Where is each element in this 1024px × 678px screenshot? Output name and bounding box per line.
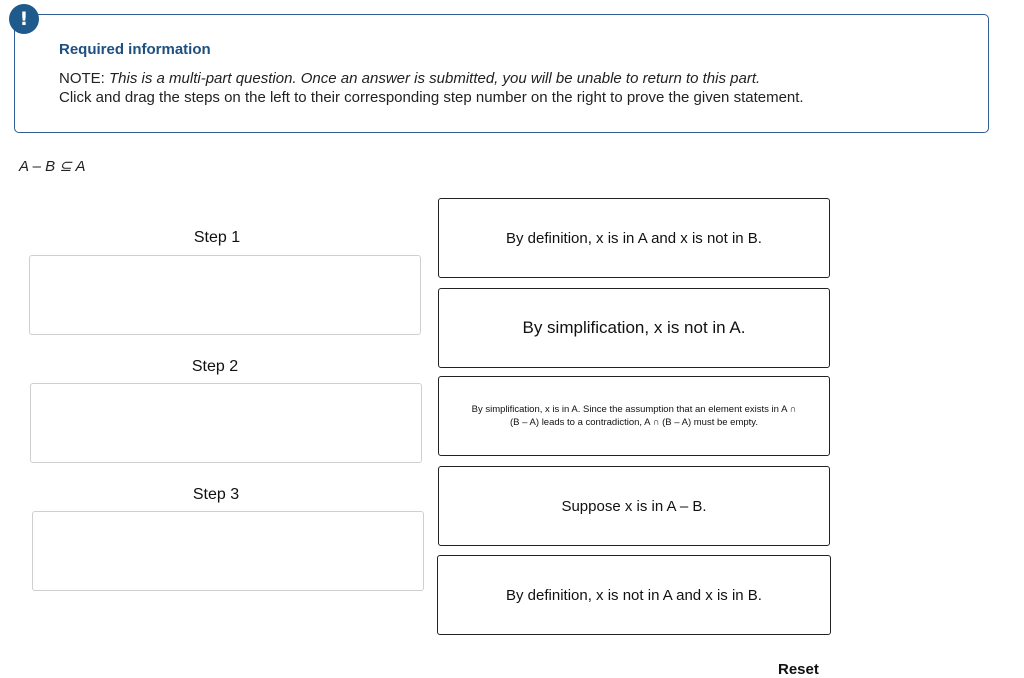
draggable-step-card[interactable]: Suppose x is in A – B. <box>438 466 830 546</box>
step-1-drop-zone[interactable] <box>29 255 421 335</box>
step-3-label: Step 3 <box>192 486 240 503</box>
info-title: Required information <box>59 41 211 58</box>
instruction-line: Click and drag the steps on the left to their corresponding step number on the right to prove the given statement. <box>59 89 804 106</box>
draggable-step-card[interactable]: By simplification, x is in A. Since the assumption that an element exists in A ∩ (B – A) leads to a contradiction, A ∩ (B – A) must be empty. <box>438 376 830 456</box>
step-1-label: Step 1 <box>193 229 241 246</box>
note-text: This is a multi-part question. Once an answer is submitted, you will be unable to return to this part. <box>109 70 761 87</box>
step-3-drop-zone[interactable] <box>32 511 424 591</box>
step-2-label: Step 2 <box>191 358 239 375</box>
reset-button[interactable]: Reset <box>778 661 819 678</box>
draggable-step-card[interactable]: By definition, x is in A and x is not in B. <box>438 198 830 278</box>
alert-icon: ! <box>9 4 39 34</box>
note-prefix: NOTE: <box>59 70 110 87</box>
draggable-step-card[interactable]: By definition, x is not in A and x is in B. <box>437 555 831 635</box>
given-statement: A – B ⊆ A <box>19 158 86 175</box>
required-info-box <box>14 14 989 133</box>
draggable-step-card[interactable]: By simplification, x is not in A. <box>438 288 830 368</box>
step-2-drop-zone[interactable] <box>30 383 422 463</box>
note-line <box>59 70 760 87</box>
